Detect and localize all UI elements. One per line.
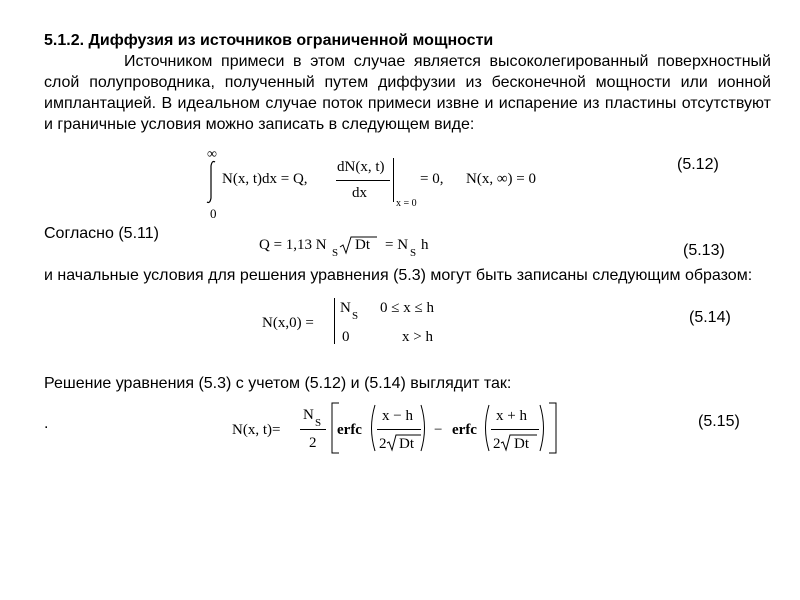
erfc2-fraction-bar [491,429,539,430]
erfc1-fraction-bar [377,429,421,430]
integral-sign [206,160,218,204]
piecewise-row1-condition: 0 ≤ x ≤ h [380,300,434,316]
erfc2-numerator: x + h [496,408,527,424]
dot-mark: . [44,415,49,432]
left-paren-2 [482,404,490,452]
equation-number-5-12: (5.12) [677,156,719,173]
erfc2-denominator-coefficient: 2 [493,436,501,452]
erfc1-denominator-arg: Dt [399,436,414,452]
integral-upper-limit: ∞ [207,147,217,162]
equation-number-5-15: (5.15) [698,413,740,430]
right-square-bracket [548,402,558,454]
equation-number-5-14: (5.14) [689,309,731,326]
piecewise-row2-condition: x > h [402,329,433,345]
eq513-subscript-1: S [332,247,339,259]
derivative-numerator: dN(x, t) [337,159,385,175]
eq515-ns-denominator: 2 [309,435,317,451]
evaluation-bar [393,158,394,202]
boundary-condition-infinity: N(x, ∞) = 0 [466,171,536,187]
section-heading: 5.1.2. Диффузия из источников ограниченной мощности [44,32,494,49]
eq515-minus: − [434,422,443,438]
erfc-label-2: erfc [452,422,477,438]
piecewise-row1-subscript: S [352,310,359,322]
integral-expression: N(x, t)dx = Q, [222,171,308,187]
erfc1-numerator: x − h [382,408,413,424]
eq513-sqrt-arg: Dt [355,237,370,253]
initial-conditions-text: и начальные условия для решения уравнения (5.3) могут быть записаны следующим образом: [44,267,753,284]
eq515-ns-fraction-bar [300,429,326,430]
eq513-tail: h [421,237,429,253]
according-text: Согласно (5.11) [44,225,159,242]
eq513-mid: = N [385,237,409,253]
eq515-ns-numerator: N [303,407,314,423]
derivative-fraction-bar [336,180,390,181]
integral-lower-limit: 0 [210,206,217,221]
equation-number-5-13: (5.13) [683,242,725,259]
eq515-lhs: N(x, t)= [232,422,281,438]
piecewise-bar [334,298,335,344]
eq513-subscript-2: S [410,247,417,259]
erfc2-denominator-arg: Dt [514,436,529,452]
eq515-ns-subscript: S [315,417,322,429]
right-paren-2 [539,404,547,452]
left-paren-1 [368,404,376,452]
intro-paragraph-text: Источником примеси в этом случае является высоколегированный поверхностный слой полупроводника, полученный путем диффузии из бесконечной мощности или ионной имплантацией. В идеальном случае поток примеси извне и испарение из пластины отсутствуют и граничные условия можно записать в следующем виде: [44,53,771,133]
derivative-denominator: dx [352,185,367,201]
erfc1-denominator-coefficient: 2 [379,436,387,452]
piecewise-row1-value: N [340,300,351,316]
solution-text: Решение уравнения (5.3) с учетом (5.12) и (5.14) выглядит так: [44,375,512,392]
evaluation-point: x = 0 [396,198,417,209]
intro-paragraph [44,51,771,135]
eq514-lhs: N(x,0) = [262,315,314,331]
derivative-equals-zero: = 0, [420,171,444,187]
erfc-label-1: erfc [337,422,362,438]
eq513-lhs: Q = 1,13 N [259,237,327,253]
piecewise-row2-value: 0 [342,329,350,345]
right-paren-1 [420,404,428,452]
